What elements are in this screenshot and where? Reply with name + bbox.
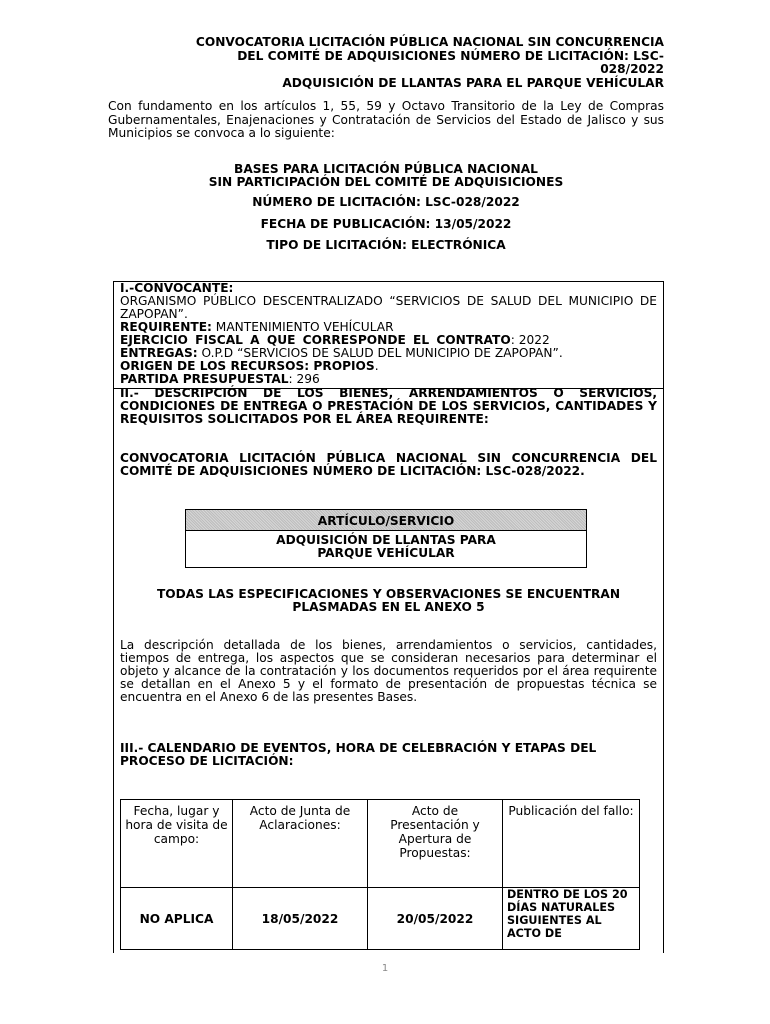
calendar-value-junta: 18/05/2022 (233, 888, 368, 950)
section-2-heading: II.- DESCRIPCIÓN DE LOS BIENES, ARRENDAMIENTOS O SERVICIOS, CONDICIONES DE ENTREGA O PRESTACIÓN DE LOS SERVICIOS, CANTIDADES Y REQUISITOS SOLICITADOS POR EL ÁREA REQUIRENTE: (120, 386, 657, 426)
calendar-value-presentacion: 20/05/2022 (368, 888, 503, 950)
articulo-item-line-2: PARQUE VEHÍCULAR (317, 546, 455, 560)
calendar-value-fallo: DENTRO DE LOS 20 DÍAS NATURALES SIGUIENTES AL ACTO DE (503, 888, 640, 950)
articulo-table (185, 509, 587, 568)
document-title (108, 36, 664, 90)
section-3-heading: III.- CALENDARIO DE EVENTOS, HORA DE CELEBRACIÓN Y ETAPAS DEL PROCESO DE LICITACIÓN: (120, 741, 597, 768)
partida-row (120, 373, 657, 386)
calendar-header-row (121, 800, 640, 888)
entregas-label: ENTREGAS: (120, 346, 198, 360)
licitacion-type: TIPO DE LICITACIÓN: ELECTRÓNICA (266, 238, 506, 252)
page-number: 1 (381, 963, 389, 974)
requirente-value: MANTENIMIENTO VEHÍCULAR (211, 320, 394, 334)
descripcion-paragraph: La descripción detallada de los bienes, arrendamientos o servicios, cantidades, tiempos de entrega, los aspectos que se consideran necesarios para determinar el objeto y alcance de la contratación y los documentos requeridos por el área requirente se detallan en el Anexo 5 y el formato de presentación de propuestas técnica se encuentra en el Anexo 6 de las presentes Bases. (120, 638, 657, 704)
origen-label: ORIGEN DE LOS RECURSOS: PROPIOS (120, 359, 375, 373)
title-line-3: 028/2022 (600, 62, 664, 76)
calendar-col-fallo: Publicación del fallo: (503, 800, 640, 888)
calendar-values-row (121, 888, 640, 950)
section-1-heading: I.-CONVOCANTE: (120, 281, 234, 295)
partida-value: : 296 (288, 372, 320, 386)
convocatoria-text: CONVOCATORIA LICITACIÓN PÚBLICA NACIONAL SIN CONCURRENCIA DEL COMITÉ DE ADQUISICIONES NÚMERO DE LICITACIÓN: LSC-028/2022. (120, 451, 657, 478)
especificaciones-line-1: TODAS LAS ESPECIFICACIONES Y OBSERVACIONES SE ENCUENTRAN (156, 587, 621, 601)
publication-date: FECHA DE PUBLICACIÓN: 13/05/2022 (260, 217, 512, 231)
title-line-2: DEL COMITÉ DE ADQUISICIONES NÚMERO DE LICITACIÓN: LSC- (237, 48, 664, 63)
bases-line-1: BASES PARA LICITACIÓN PÚBLICA NACIONAL (234, 162, 538, 176)
calendar-col-presentacion: Acto de Presentación y Apertura de Propuestas: (368, 800, 503, 888)
bases-line-2: SIN PARTICIPACIÓN DEL COMITÉ DE ADQUISICIONES (208, 175, 564, 189)
section-1 (120, 282, 657, 386)
licitacion-number: NÚMERO DE LICITACIÓN: LSC-028/2022 (252, 195, 520, 209)
especificaciones-line-2: PLASMADAS EN EL ANEXO 5 (292, 600, 485, 614)
intro-paragraph: Con fundamento en los artículos 1, 55, 59 y Octavo Transitorio de la Ley de Compras Gubernamentales, Enajenaciones y Contratación de Servicios del Estado de Jalisco y sus Municipios se convoca a lo siguiente: (108, 99, 664, 140)
title-line-4: ADQUISICIÓN DE LLANTAS PARA EL PARQUE VEHÍCULAR (282, 75, 664, 90)
ejercicio-label: EJERCICIO FISCAL A QUE CORRESPONDE EL CONTRATO (120, 333, 511, 347)
calendar-table (120, 799, 640, 950)
organismo-text: ORGANISMO PÚBLICO DESCENTRALIZADO “SERVICIOS DE SALUD DEL MUNICIPIO DE ZAPOPAN”. (120, 294, 657, 321)
calendar-col-junta: Acto de Junta de Aclaraciones: (233, 800, 368, 888)
articulo-table-item (186, 531, 586, 567)
entregas-value: O.P.D “SERVICIOS DE SALUD DEL MUNICIPIO DE ZAPOPAN”. (197, 346, 563, 360)
title-line-1: CONVOCATORIA LICITACIÓN PÚBLICA NACIONAL SIN CONCURRENCIA (195, 35, 664, 49)
articulo-item-line-1: ADQUISICIÓN DE LLANTAS PARA (276, 533, 496, 547)
requirente-label: REQUIRENTE: (120, 320, 212, 334)
origen-suffix: . (374, 359, 379, 373)
partida-label: PARTIDA PRESUPUESTAL (120, 372, 289, 386)
especificaciones-note (120, 588, 657, 614)
calendar-col-visita: Fecha, lugar y hora de visita de campo: (121, 800, 233, 888)
calendar-value-visita: NO APLICA (121, 888, 233, 950)
articulo-table-header: ARTÍCULO/SERVICIO (186, 510, 586, 531)
ejercicio-value: : 2022 (510, 333, 550, 347)
